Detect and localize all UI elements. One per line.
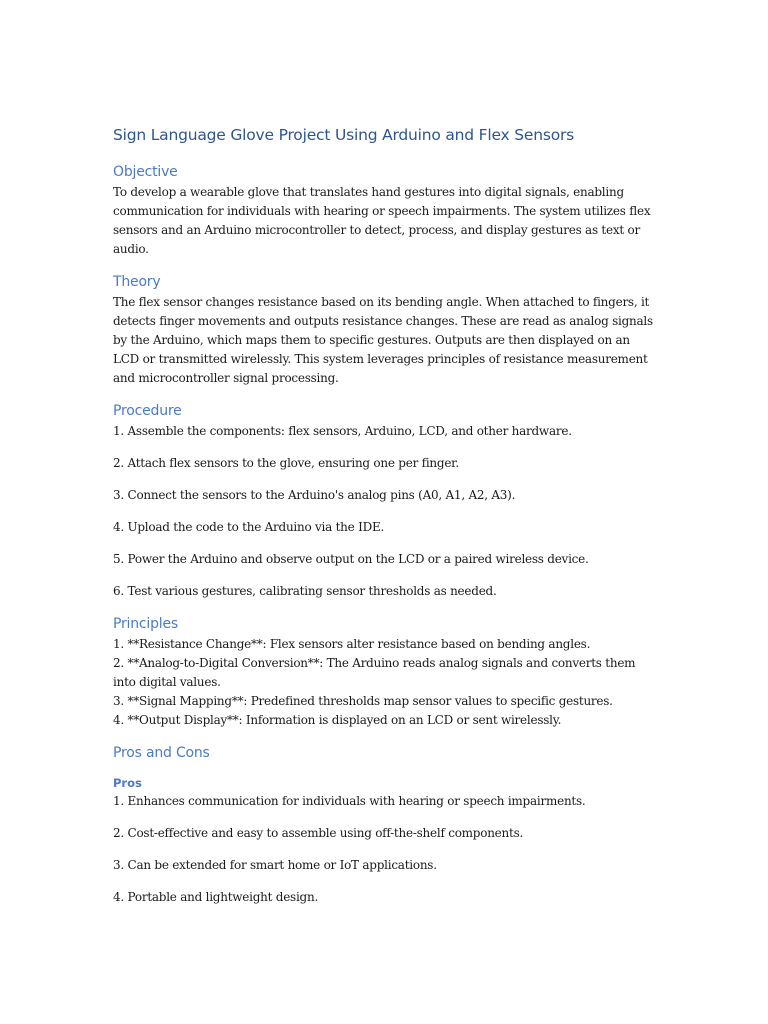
objective-heading: Objective [113,164,178,180]
procedure-step: 1. Assemble the components: flex sensors, Arduino, LCD, and other hardware. [113,424,572,438]
document-title: Sign Language Glove Project Using Arduino and Flex Sensors [113,126,575,144]
section-spacer [113,764,658,774]
procedure-step: 4. Upload the code to the Arduino via the IDE. [113,520,385,534]
procedure-heading: Procedure [113,403,182,419]
pros-item: 1. Enhances communication for individuals with hearing or speech impairments. [113,794,586,808]
procedure-section [113,400,658,601]
pros-cons-section [113,742,658,907]
principles-section [113,613,658,730]
pros-cons-heading: Pros and Cons [113,745,210,761]
pros-item: 4. Portable and lightweight design. [113,890,319,904]
principle-item: 3. **Signal Mapping**: Predefined thresholds map sensor values to specific gestures. [113,694,613,708]
principle-item: 1. **Resistance Change**: Flex sensors alter resistance based on bending angles. [113,637,591,651]
theory-heading: Theory [113,274,161,290]
procedure-step: 3. Connect the sensors to the Arduino's analog pins (A0, A1, A2, A3). [113,488,516,502]
objective-text: To develop a wearable glove that translates hand gestures into digital signals, enabling communication for individuals with hearing or speech impairments. The system utilizes flex sensors and an Arduino microcontroller to detect, process, and display gestures as text or audio. [113,185,651,256]
theory-section [113,271,658,388]
procedure-step: 6. Test various gestures, calibrating sensor thresholds as needed. [113,584,497,598]
pros-item: 3. Can be extended for smart home or IoT applications. [113,858,437,872]
principles-heading: Principles [113,616,178,632]
theory-text: The flex sensor changes resistance based on its bending angle. When attached to fingers, it detects finger movements and outputs resistance changes. These are read as analog signals by the Arduino, which maps them to specific gestures. Outputs are then displayed on an LCD or transmitted wirelessly. This system leverages principles of resistance measurement and microcontroller signal processing. [113,295,653,385]
document-page [113,124,658,920]
procedure-step: 5. Power the Arduino and observe output on the LCD or a paired wireless device. [113,552,589,566]
objective-section [113,161,658,259]
principle-item: 2. **Analog-to-Digital Conversion**: The Arduino reads analog signals and converts them into digital values. [113,656,636,689]
principle-item: 4. **Output Display**: Information is displayed on an LCD or sent wirelessly. [113,713,562,727]
pros-heading: Pros [113,776,142,790]
procedure-step: 2. Attach flex sensors to the glove, ensuring one per finger. [113,456,459,470]
pros-item: 2. Cost-effective and easy to assemble using off-the-shelf components. [113,826,524,840]
